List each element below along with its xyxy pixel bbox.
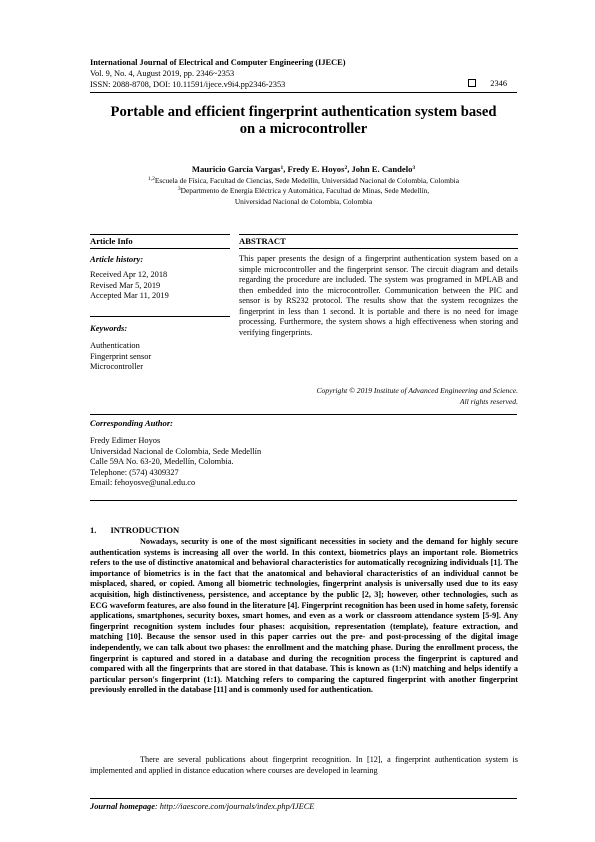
article-info-rule xyxy=(90,248,230,249)
author-list: Mauricio García Vargas$^1$, Fredy E. Hoyos$^2$, John E. Candelo$^3$ xyxy=(191,164,416,174)
header-rule xyxy=(90,92,517,93)
journal-homepage: Journal homepage: http://iaescore.com/journals/index.php/IJECE xyxy=(90,802,315,811)
affiliations: $^{1,2}$Escuela de Física, Facultad de Ciencias, Sede Medellín, Universidad Nacional de Colombia, Colombia $^3$Departmento de Energía Eléctrica y Automática, Facultad de Minas, Sede Medellín, Universidad Nacional de Colombia, Colombia xyxy=(147,176,460,206)
keywords-list: Authentication Fingerprint sensor Microcontroller xyxy=(90,341,152,372)
section-heading: 1. INTRODUCTION xyxy=(90,525,180,535)
keywords-rule xyxy=(90,316,230,317)
article-info-heading: Article Info xyxy=(90,236,133,246)
corresponding-rule xyxy=(90,414,517,415)
abstract-top-rule xyxy=(239,234,518,235)
page-number-block xyxy=(468,79,507,88)
copyright-notice: Copyright © 2019 Institute of Advanced Engineering and Science. All rights reserved. xyxy=(316,386,518,406)
intro-paragraph-1: Nowadays, security is one of the most significant necessities in society and the demand for highly secure authentication systems is increasing all over the world. In this context, biometrics plays an important role. Biometrics refers to the use of distinctive anatomical and behavioral characteristics for automatically recognizing individuals [1]. The importance of biometrics is in the fact that the anatomical and behavioral characteristics of an individual cannot be misplaced, shared, or copied. Among all biometric technologies, fingerprint analysis is universally used due to its easy acquisition, high distinctiveness, persistence, and acceptance by the public [2, 3]; however, other technologies, such as ECG waveform features, are also found in the literature [4]. Fingerprint recognition has been used in home safety, forensic applications, smartphones, security boxes, smart homes, and even as a work or classroom attendance system [5-9]. Any fingerprint recognition system includes four phases: acquisition, representation (template), feature extraction, and matching [10]. Because the sensor used in this paper carries out the pre- and post-processing of the digital image independently, we can talk about two phases: the enrollment and the matching phase. During the enrollment process, the fingerprint is captured and stored in a database and during the recognition process the fingerprint is captured and compared with all the fingerprints that are stored in that database. This is known as (1:N) matching and helps identify a particular person's fingerprint (1:1). Matching refers to comparing the captured fingerprint with another fingerprint previously enrolled in the database [11] and is commonly used for authentication. xyxy=(90,537,518,695)
corresponding-author-label: Corresponding Author: xyxy=(90,418,174,428)
section-rule xyxy=(90,500,517,501)
abstract-heading: ABSTRACT xyxy=(239,236,286,246)
intro-paragraph-2: There are several publications about fingerprint recognition. In [12], a fingerprint authentication system is implemented and applied in distance education where courses are developed in learning xyxy=(90,755,518,775)
paper-title: Portable and efficient fingerprint authentication system based on a microcontroller xyxy=(110,104,497,137)
keywords-label: Keywords: xyxy=(90,323,128,333)
corresponding-details: Fredy Edimer Hoyos Universidad Nacional de Colombia, Sede Medellín Calle 59A No. 63-20, Medellín, Colombia. Telephone: (574) 4309327 Email: fehoyosve@unal.edu.co xyxy=(90,436,262,488)
page-number: 2346 xyxy=(490,79,507,88)
issn-doi: ISSN: 2088-8708, DOI: 10.11591/ijece.v9i4.pp2346-2353 xyxy=(90,80,286,89)
footer-rule xyxy=(90,798,517,799)
abstract-text: This paper presents the design of a fingerprint authentication system based on a simple microcontroller and the fingerprint sensor. The circuit diagram and details regarding the procedure are included. The system was programed in MPLAB and then embedded into the microcontroller. Communication between the PIC and sensor is by RS232 protocol. The results show that the system recognizes the fingerprint in less than 1 second. It is portable and there is no need for image processing. Furthermore, the system shows a high effectiveness when storing and verifying fingerprints. xyxy=(239,254,518,337)
square-icon xyxy=(468,79,476,87)
journal-name: International Journal of Electrical and Computer Engineering (IJECE) xyxy=(90,58,346,67)
article-info-top-rule xyxy=(90,234,230,235)
homepage-link[interactable]: : http://iaescore.com/journals/index.php/IJECE xyxy=(154,802,315,811)
article-history-label: Article history: xyxy=(90,254,144,264)
abstract-rule xyxy=(239,248,518,249)
volume-info: Vol. 9, No. 4, August 2019, pp. 2346~2353 xyxy=(90,69,235,78)
article-dates: Received Apr 12, 2018 Revised Mar 5, 2019 Accepted Mar 11, 2019 xyxy=(90,270,169,301)
